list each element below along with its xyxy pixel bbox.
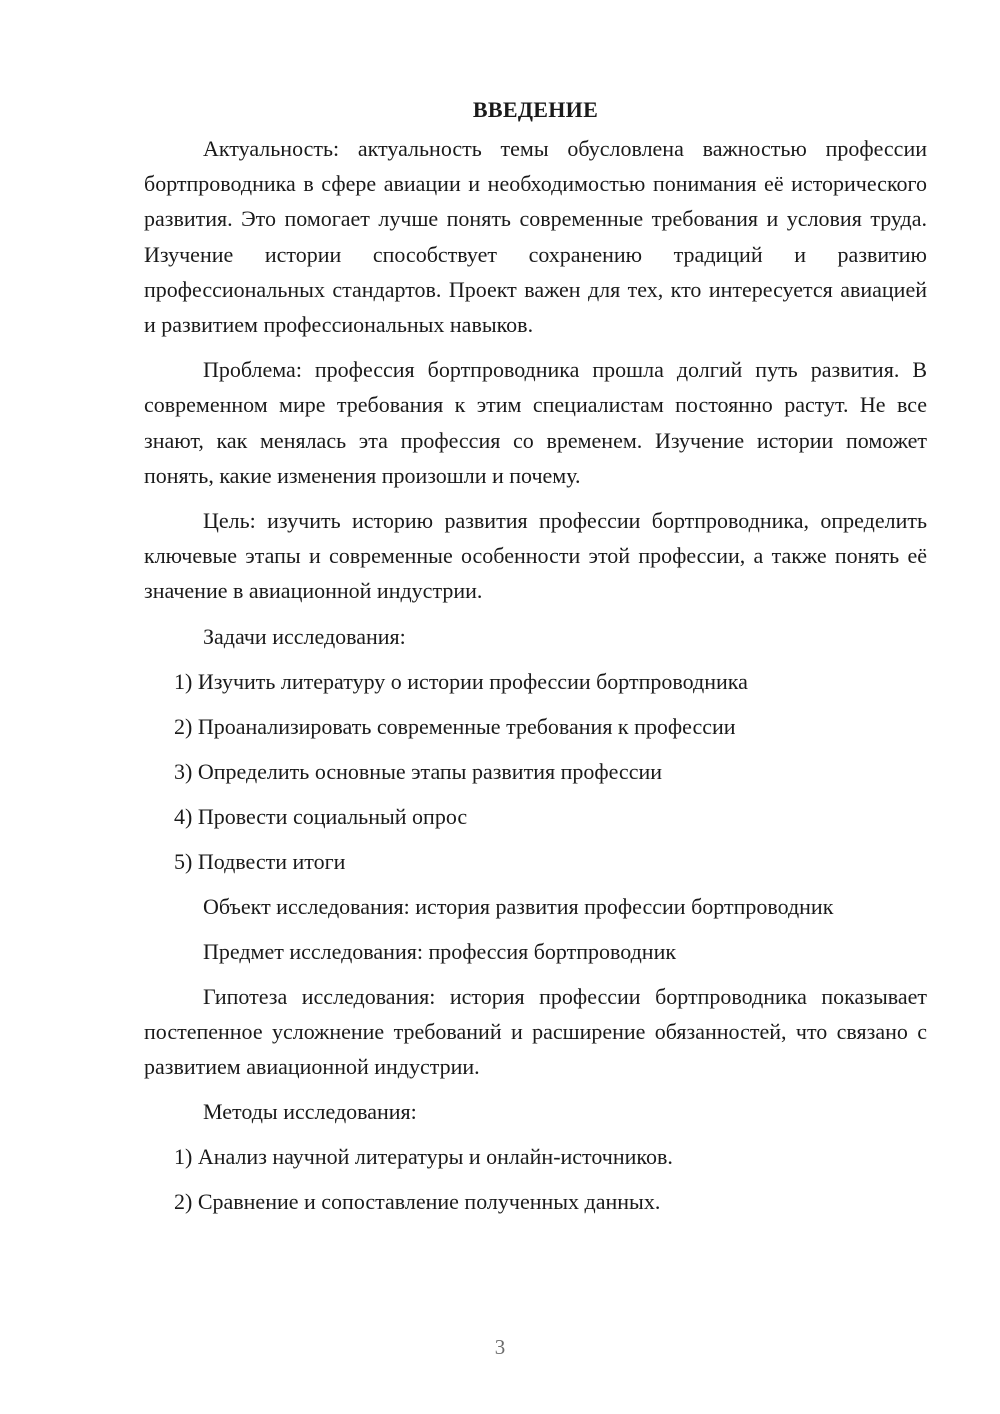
goal-paragraph: Цель: изучить историю развития профессии бортпроводника, определить ключевые этапы и современные особенности этой профессии, а также понять её значение в авиационной индустрии. bbox=[144, 508, 927, 604]
document-page bbox=[144, 92, 927, 1229]
problem-paragraph: Проблема: профессия бортпроводника прошла долгий путь развития. В современном мире требования к этим специалистам постоянно растут. Не все знают, как менялась эта профессия со временем. Изучение истории поможет понять, какие изменения произошли и почему. bbox=[144, 357, 927, 488]
task-item: 3) Определить основные этапы развития профессии bbox=[174, 758, 663, 784]
hypothesis-paragraph: Гипотеза исследования: история профессии бортпроводника показывает постепенное усложнение требований и расширение обязанностей, что связано с развитием авиационной индустрии. bbox=[144, 983, 927, 1080]
task-item: 5) Подвести итоги bbox=[174, 848, 346, 874]
relevance-paragraph: Актуальность: актуальность темы обусловлена важностью профессии бортпроводника в сфере авиации и необходимостью понимания её исторического развития. Это помогает лучше понять современные требования и условия труда. Изучение истории способствует сохранению традиций и развитию профессиональных стандартов. Проект важен для тех, кто интересуется авиацией и развитием профессиональных навыков. bbox=[144, 136, 927, 338]
method-item: 1) Анализ научной литературы и онлайн-источников. bbox=[174, 1144, 673, 1170]
research-subject: Предмет исследования: профессия бортпроводник bbox=[203, 938, 677, 964]
method-item: 2) Сравнение и сопоставление полученных данных. bbox=[174, 1189, 661, 1215]
page-number: 3 bbox=[494, 1335, 506, 1359]
section-heading: ВВЕДЕНИЕ bbox=[472, 97, 599, 122]
tasks-title: Задачи исследования: bbox=[203, 623, 406, 649]
research-object: Объект исследования: история развития профессии бортпроводник bbox=[203, 893, 834, 919]
task-item: 4) Провести социальный опрос bbox=[174, 803, 468, 829]
methods-title: Методы исследования: bbox=[203, 1099, 417, 1125]
task-item: 2) Проанализировать современные требования к профессии bbox=[174, 713, 736, 739]
task-item: 1) Изучить литературу о истории профессии бортпроводника bbox=[174, 668, 748, 694]
